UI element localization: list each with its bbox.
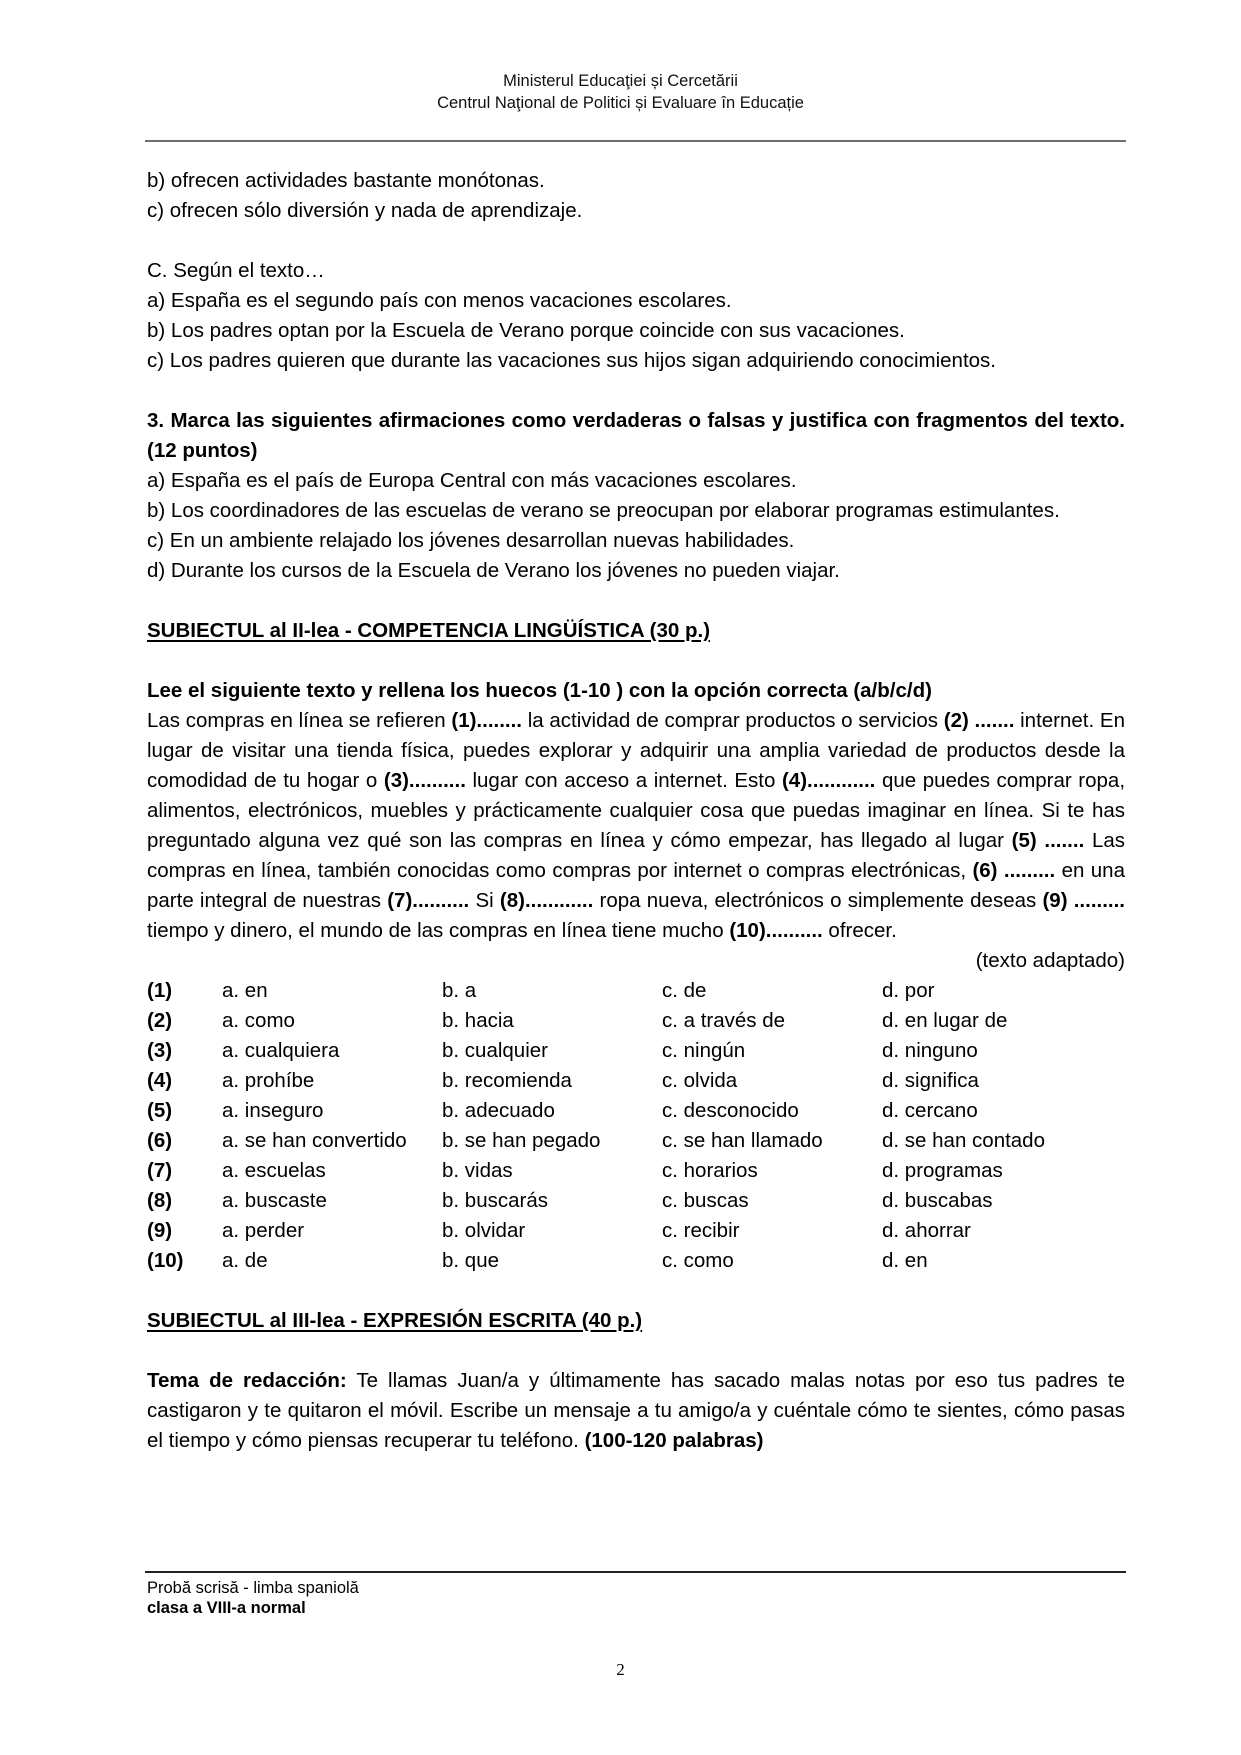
passage-text: en una parte integral de nuestras	[147, 859, 1125, 912]
option-a: a. perder	[222, 1219, 305, 1242]
options-table	[147, 976, 1125, 1276]
option-number: (5)	[147, 1099, 173, 1122]
question-c-option-c: c) Los padres quieren que durante las vacaciones sus hijos sigan adquiriendo conocimientos.	[147, 349, 996, 372]
option-number: (7)	[147, 1159, 173, 1182]
option-c: c. se han llamado	[662, 1129, 823, 1152]
option-row	[147, 1216, 1125, 1246]
option-d: d. se han contado	[882, 1129, 1045, 1152]
subject-2-instruction: Lee el siguiente texto y rellena los huecos (1-10 ) con la opción correcta (a/b/c/d)	[147, 679, 932, 702]
passage-text: Las compras en línea, también conocidas como compras por internet o compras electrónicas,	[147, 829, 1126, 882]
option-row	[147, 1126, 1125, 1156]
subject-2-heading: SUBIECTUL al II-lea - COMPETENCIA LINGÜÍSTICA (30 p.)	[147, 619, 711, 642]
option-d: d. ahorrar	[882, 1219, 971, 1242]
exercise-3-item-a: a) España es el país de Europa Central con más vacaciones escolares.	[147, 469, 797, 492]
passage-text: ropa nueva, electrónicos o simplemente deseas	[593, 889, 1043, 912]
passage-text: tiempo y dinero, el mundo de las compras en línea tiene mucho	[147, 919, 730, 942]
option-c: c. recibir	[662, 1219, 740, 1242]
option-number: (4)	[147, 1069, 173, 1092]
prev-option-c: c) ofrecen sólo diversión y nada de aprendizaje.	[147, 199, 583, 222]
option-row	[147, 1006, 1125, 1036]
option-row	[147, 1246, 1125, 1276]
blank-marker: (5) .......	[1011, 829, 1085, 852]
passage-text: lugar con acceso a internet. Esto	[465, 769, 782, 792]
option-b: b. hacia	[442, 1009, 514, 1032]
exercise-3-title: 3. Marca las siguientes afirmaciones como verdaderas o falsas y justifica con fragmentos del texto. (12 puntos)	[147, 409, 1125, 462]
option-row	[147, 1036, 1125, 1066]
option-b: b. olvidar	[442, 1219, 526, 1242]
option-d: d. ninguno	[882, 1039, 978, 1062]
option-a: a. de	[222, 1249, 268, 1272]
blank-marker: (8)............	[499, 889, 594, 912]
option-number: (8)	[147, 1189, 173, 1212]
option-d: d. programas	[882, 1159, 1003, 1182]
footer-exam-type: Probă scrisă - limba spaniolă	[147, 1579, 359, 1597]
option-c: c. horarios	[662, 1159, 758, 1182]
option-b: b. a	[442, 979, 477, 1002]
option-number: (9)	[147, 1219, 173, 1242]
prev-option-b: b) ofrecen actividades bastante monótonas.	[147, 169, 545, 192]
option-a: a. se han convertido	[222, 1129, 407, 1152]
passage-text: la actividad de comprar productos o servicios	[522, 709, 944, 732]
option-b: b. vidas	[442, 1159, 513, 1182]
passage-text: internet. En lugar de visitar una tienda física, puedes explorar y adquirir una amplia variedad de productos desde la comodidad de tu hogar o	[147, 709, 1125, 792]
option-d: d. por	[882, 979, 935, 1002]
option-a: a. en	[222, 979, 268, 1002]
option-b: b. que	[442, 1249, 499, 1272]
option-b: b. recomienda	[442, 1069, 572, 1092]
option-c: c. de	[662, 979, 707, 1002]
option-c: c. desconocido	[662, 1099, 799, 1122]
writing-task-text: Te llamas Juan/a y últimamente has sacado malas notas por eso tus padres te castigaron y te quitaron el móvil. Escribe un mensaje a tu amigo/a y cuéntale cómo te sientes, cómo pasas el tiempo y cómo piensas recuperar tu teléfono.	[147, 1369, 1125, 1452]
page-header	[0, 70, 1241, 114]
page-footer	[147, 1578, 359, 1618]
option-number: (2)	[147, 1009, 173, 1032]
option-a: a. como	[222, 1009, 295, 1032]
header-ministry: Ministerul Educaţiei și Cercetării	[503, 72, 738, 90]
writing-task	[147, 1366, 1125, 1456]
writing-task-label: Tema de redacción:	[147, 1369, 347, 1392]
subject-3-heading: SUBIECTUL al III-lea - EXPRESIÓN ESCRITA (40 p.)	[147, 1309, 643, 1332]
option-b: b. cualquier	[442, 1039, 548, 1062]
option-number: (1)	[147, 979, 173, 1002]
header-center: Centrul Naţional de Politici și Evaluare în Educație	[437, 94, 804, 112]
page-number: 2	[616, 1660, 625, 1679]
blank-marker: (6) .........	[972, 859, 1056, 882]
option-row	[147, 1096, 1125, 1126]
source-note: (texto adaptado)	[975, 949, 1125, 972]
page-content	[147, 166, 1125, 1456]
cloze-passage	[147, 706, 1125, 946]
exercise-3-item-b: b) Los coordinadores de las escuelas de verano se preocupan por elaborar programas estimulantes.	[147, 499, 1060, 522]
passage-text: Si	[469, 889, 500, 912]
passage-text: ofrecer.	[822, 919, 897, 942]
option-row	[147, 1186, 1125, 1216]
blank-marker: (7)..........	[387, 889, 470, 912]
option-c: c. buscas	[662, 1189, 749, 1212]
option-d: d. significa	[882, 1069, 979, 1092]
blank-marker: (4)............	[781, 769, 876, 792]
question-c-option-a: a) España es el segundo país con menos vacaciones escolares.	[147, 289, 732, 312]
passage-text: que puedes comprar ropa, alimentos, electrónicos, muebles y prácticamente cualquier cosa que puedas imaginar en línea. Si te has preguntado alguna vez qué son las compras en línea y cómo empezar, has llegado al lugar	[147, 769, 1126, 852]
question-c-option-b: b) Los padres optan por la Escuela de Verano porque coincide con sus vacaciones.	[147, 319, 905, 342]
writing-task-word-limit: (100-120 palabras)	[584, 1429, 764, 1452]
blank-marker: (9) .........	[1042, 889, 1125, 912]
option-row	[147, 1156, 1125, 1186]
option-row	[147, 976, 1125, 1006]
option-number: (6)	[147, 1129, 173, 1152]
blank-marker: (2) .......	[943, 709, 1015, 732]
passage-text: Las compras en línea se refieren	[147, 709, 452, 732]
option-c: c. olvida	[662, 1069, 738, 1092]
option-b: b. se han pegado	[442, 1129, 601, 1152]
option-a: a. inseguro	[222, 1099, 324, 1122]
option-b: b. adecuado	[442, 1099, 555, 1122]
blank-marker: (1)........	[451, 709, 522, 732]
exercise-3-item-d: d) Durante los cursos de la Escuela de Verano los jóvenes no pueden viajar.	[147, 559, 840, 582]
question-c-prompt: C. Según el texto…	[147, 259, 325, 282]
option-a: a. buscaste	[222, 1189, 327, 1212]
header-divider	[145, 140, 1126, 142]
option-b: b. buscarás	[442, 1189, 548, 1212]
blank-marker: (10)..........	[729, 919, 823, 942]
option-a: a. prohíbe	[222, 1069, 315, 1092]
blank-marker: (3)..........	[383, 769, 466, 792]
option-number: (10)	[147, 1249, 184, 1272]
option-c: c. como	[662, 1249, 734, 1272]
footer-class: clasa a VIII-a normal	[147, 1599, 306, 1617]
option-c: c. a través de	[662, 1009, 786, 1032]
exercise-3-item-c: c) En un ambiente relajado los jóvenes desarrollan nuevas habilidades.	[147, 529, 795, 552]
footer-divider	[145, 1571, 1126, 1573]
option-a: a. cualquiera	[222, 1039, 340, 1062]
option-d: d. en lugar de	[882, 1009, 1008, 1032]
option-d: d. en	[882, 1249, 928, 1272]
option-d: d. buscabas	[882, 1189, 993, 1212]
option-number: (3)	[147, 1039, 173, 1062]
option-c: c. ningún	[662, 1039, 746, 1062]
option-d: d. cercano	[882, 1099, 978, 1122]
option-a: a. escuelas	[222, 1159, 326, 1182]
option-row	[147, 1066, 1125, 1096]
